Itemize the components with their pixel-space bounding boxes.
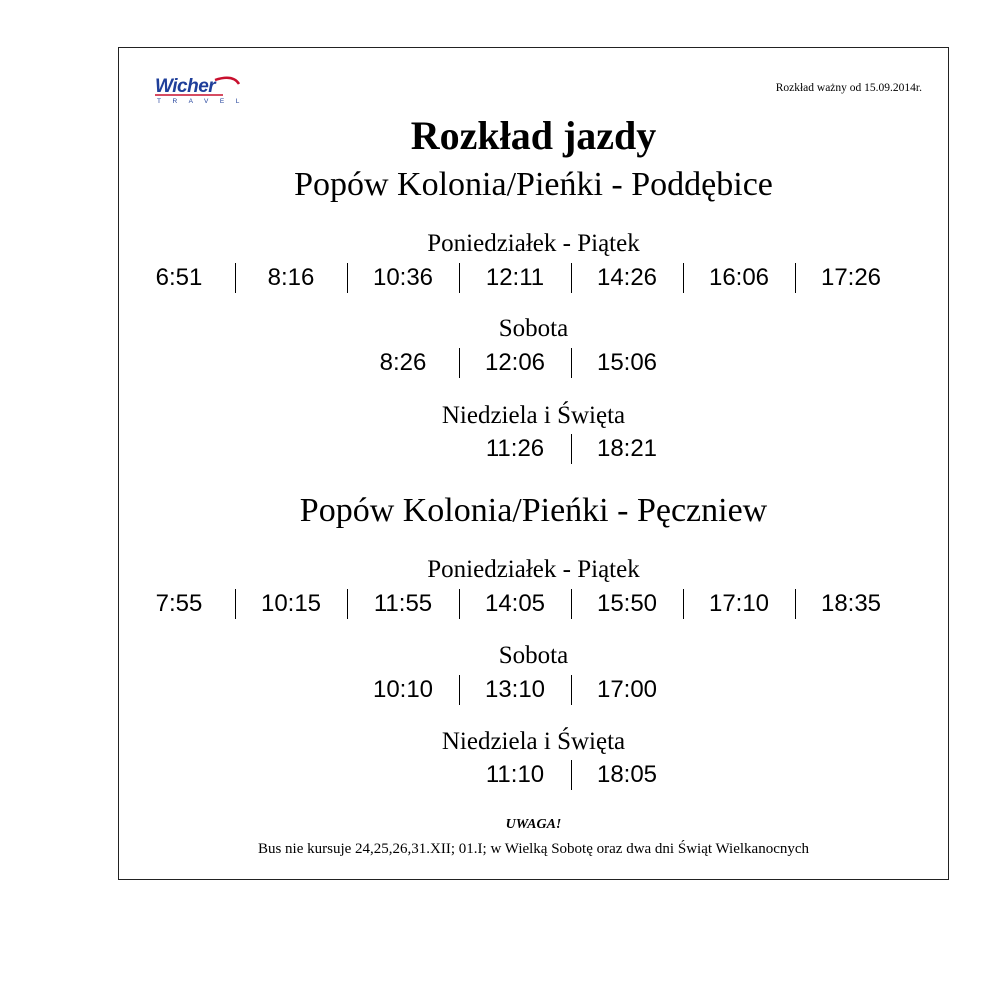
departure-time: 11:26 — [485, 435, 545, 462]
departure-row — [119, 263, 948, 303]
notice-heading: UWAGA! — [505, 817, 562, 832]
time-separator — [795, 589, 796, 619]
departure-time: 7:55 — [155, 590, 203, 617]
time-separator — [459, 263, 460, 293]
departure-row — [119, 675, 948, 715]
departure-time: 14:05 — [484, 590, 546, 617]
departure-time: 10:15 — [260, 590, 322, 617]
wicher-travel-logo — [153, 76, 251, 108]
departure-time: 11:55 — [373, 590, 433, 617]
day-label: Sobota — [498, 642, 569, 669]
day-label: Niedziela i Święta — [441, 728, 626, 755]
departure-time: 6:51 — [155, 264, 203, 291]
day-label: Poniedziałek - Piątek — [427, 230, 640, 257]
departure-time: 12:06 — [484, 349, 546, 376]
time-separator — [571, 263, 572, 293]
departure-time: 8:26 — [379, 349, 427, 376]
departure-row — [119, 434, 948, 474]
departure-time: 13:10 — [484, 676, 546, 703]
time-separator — [347, 263, 348, 293]
route-title: Popów Kolonia/Pieńki - Poddębice — [294, 166, 773, 203]
departure-time: 11:10 — [485, 761, 545, 788]
departure-time: 18:35 — [820, 590, 882, 617]
departure-time: 17:26 — [820, 264, 882, 291]
day-label: Niedziela i Święta — [441, 402, 626, 429]
departure-time: 15:06 — [596, 349, 658, 376]
time-separator — [795, 263, 796, 293]
departure-row — [119, 348, 948, 388]
notice-text: Bus nie kursuje 24,25,26,31.XII; 01.I; w Wielką Sobotę oraz dwa dni Świąt Wielkanocnych — [257, 841, 810, 857]
departure-time: 18:05 — [596, 761, 658, 788]
departure-time: 10:10 — [372, 676, 434, 703]
page-title: Rozkład jazdy — [410, 113, 657, 158]
time-separator — [459, 589, 460, 619]
departure-row — [119, 589, 948, 629]
timetable-sheet — [118, 47, 949, 880]
departure-row — [119, 760, 948, 800]
time-separator — [683, 263, 684, 293]
departure-time: 12:11 — [485, 264, 545, 291]
time-separator — [459, 675, 460, 705]
logo-wordmark: Wicher — [155, 76, 216, 97]
time-separator — [571, 760, 572, 790]
time-separator — [683, 589, 684, 619]
departure-time: 16:06 — [708, 264, 770, 291]
logo-subtitle: TRAVEL — [157, 98, 251, 105]
time-separator — [571, 348, 572, 378]
departure-time: 18:21 — [596, 435, 658, 462]
valid-from-text: Rozkład ważny od 15.09.2014r. — [775, 82, 922, 94]
time-separator — [235, 589, 236, 619]
time-separator — [571, 675, 572, 705]
time-separator — [235, 263, 236, 293]
departure-time: 10:36 — [372, 264, 434, 291]
time-separator — [571, 434, 572, 464]
departure-time: 8:16 — [267, 264, 315, 291]
departure-time: 15:50 — [596, 590, 658, 617]
time-separator — [571, 589, 572, 619]
day-label: Sobota — [498, 315, 569, 342]
time-separator — [347, 589, 348, 619]
day-label: Poniedziałek - Piątek — [427, 556, 640, 583]
route-title: Popów Kolonia/Pieńki - Pęczniew — [299, 492, 768, 529]
time-separator — [459, 348, 460, 378]
departure-time: 17:00 — [596, 676, 658, 703]
departure-time: 14:26 — [596, 264, 658, 291]
departure-time: 17:10 — [708, 590, 770, 617]
